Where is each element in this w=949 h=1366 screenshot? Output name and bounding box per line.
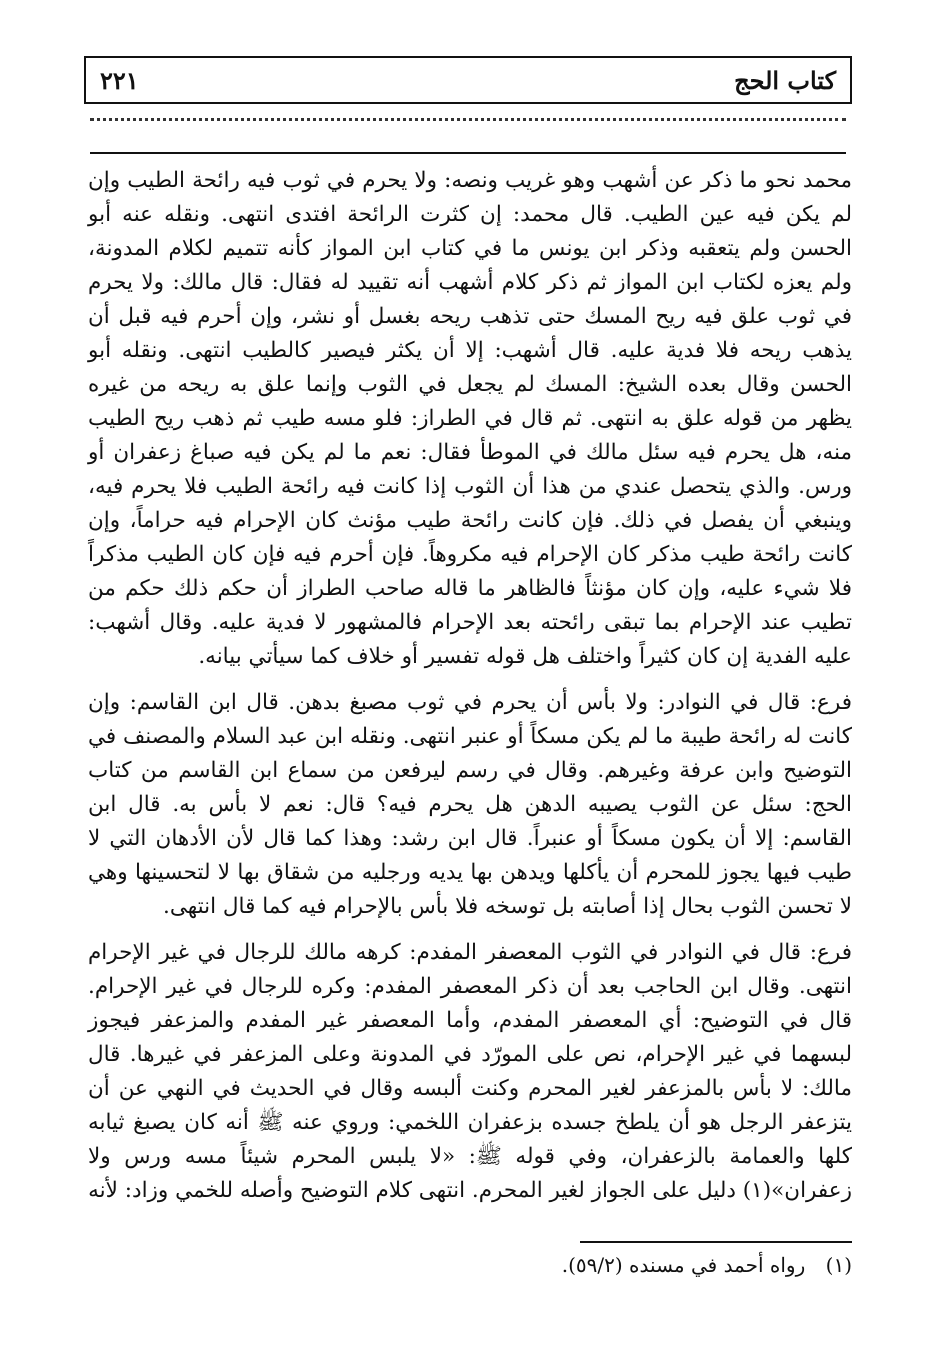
running-title: كتاب الحج — [734, 65, 836, 95]
body-text — [88, 164, 852, 1220]
paragraph-1: محمد نحو ما ذكر عن أشهب وهو غريب ونصه: ولا يحرم في ثوب فيه رائحة الطيب وإن لم يكن فيه عين الطيب. قال محمد: إن كثرت الرائحة افتدى انتهى. ونقله عنه أبو الحسن ولم يتعقبه وذكر ابن يونس ما في كتاب ابن المواز كأنه تتميم لكلام المدونة، ولم يعزه لكتاب ابن المواز ثم ذكر كلام أشهب أنه تقييد له فقال: قال مالك: ولا يحرم في ثوب علق فيه ريح المسك حتى تذهب ريحه بغسل أو نشر، وإن أحرم فيه قبل أن يذهب ريحه فلا فدية عليه. قال أشهب: إلا أن يكثر فيصير كالطيب انتهى. ونقله أبو الحسن وقال بعده الشيخ: المسك لم يجعل في الثوب وإنما علق به ريحه من غيره يظهر من قوله علق به انتهى. ثم قال في الطراز: فلو مسه طيب ثم ذهب ريح الطيب منه، هل يحرم فيه سئل مالك في الموطأ فقال: نعم ما لم يكن فيه صباغ زعفران أو ورس. والذي يتحصل عندي من هذا أن الثوب إذا كانت فيه رائحة الطيب فلا يحرم فيه، وينبغي أن يفصل في ذلك. فإن كانت رائحة طيب مؤنث كان الإحرام فيه حراماً، وإن كانت رائحة طيب مذكر كان الإحرام فيه مكروهاً. فإن أحرم فيه فإن كان الطيب مذكراً فلا شيء عليه، وإن كان مؤنثاً فالظاهر ما قاله صاحب الطراز أن حكم ذلك حكم من تطيب عند الإحرام بما تبقى رائحته بعد الإحرام فالمشهور لا فدية عليه. وقال أشهب: عليه الفدية إن كان كثيراً واختلف هل قوله تفسير أو خلاف كما سيأتي بيانه. — [88, 168, 852, 669]
dotted-divider — [90, 118, 846, 121]
paragraph-3: فرع: قال في النوادر في الثوب المعصفر المفدم: كرهه مالك للرجال في غير الإحرام انتهى. وقال ابن الحاجب بعد أن ذكر المعصفر المفدم: وكره للرجال في غير الإحرام. قال في التوضيح: أي المعصفر المفدم، وأما المعصفر غير المفدم والمزعفر فيجوز لبسهما في غير الإحرام، نص على المورّد في المدونة وعلى المزعفر في غيرها. قال مالك: لا بأس بالمزعفر لغير المحرم وكنت ألبسه وقال في الحديث في النهي عن أن يتزعفر الرجل هو أن يلطخ جسده بزعفران اللخمي: وروي عنه ﷺ أنه كان يصبغ ثيابه كلها والعمامة بالزعفران، وفي قوله ﷺ: «لا يلبس المحرم شيئاً مسه ورس ولا زعفران»(١) دليل على الجواز لغير المحرم. انتهى كلام التوضيح وأصله للخمي وزاد: لأنه — [88, 940, 852, 1203]
page-header — [84, 56, 852, 104]
footnote-divider — [580, 1241, 852, 1243]
page-number: ٢٢١ — [100, 65, 139, 95]
footnote-text: رواه أحمد في مسنده (٥٩/٢). — [561, 1253, 806, 1277]
footnote — [300, 1250, 852, 1280]
solid-divider — [90, 152, 846, 154]
paragraph-2: فرع: قال في النوادر: ولا بأس أن يحرم في ثوب مصبغ بدهن. قال ابن القاسم: وإن كانت له رائحة طيبة ما لم يكن مسكاً أو عنبر انتهى. ونقله ابن عبد السلام والمصنف في التوضيح وابن عرفة وغيرهم. وقال في رسم ليرفعن من سماع ابن القاسم من كتاب الحج: سئل عن الثوب يصيبه الدهن هل يحرم فيه؟ قال: نعم لا بأس به. قال ابن القاسم: إلا أن يكون مسكاً أو عنبراً. قال ابن رشد: وهذا كما قال لأن الأدهان التي لا طيب فيها يجوز للمحرم أن يأكلها ويدهن بها يديه ورجليه من شقاق بها لا لتحسينها وهي لا تحسن الثوب بحال إذا أصابته بل توسخه فلا بأس بالإحرام فيه كما قال انتهى. — [88, 690, 852, 919]
footnote-marker: (١) — [825, 1253, 852, 1277]
